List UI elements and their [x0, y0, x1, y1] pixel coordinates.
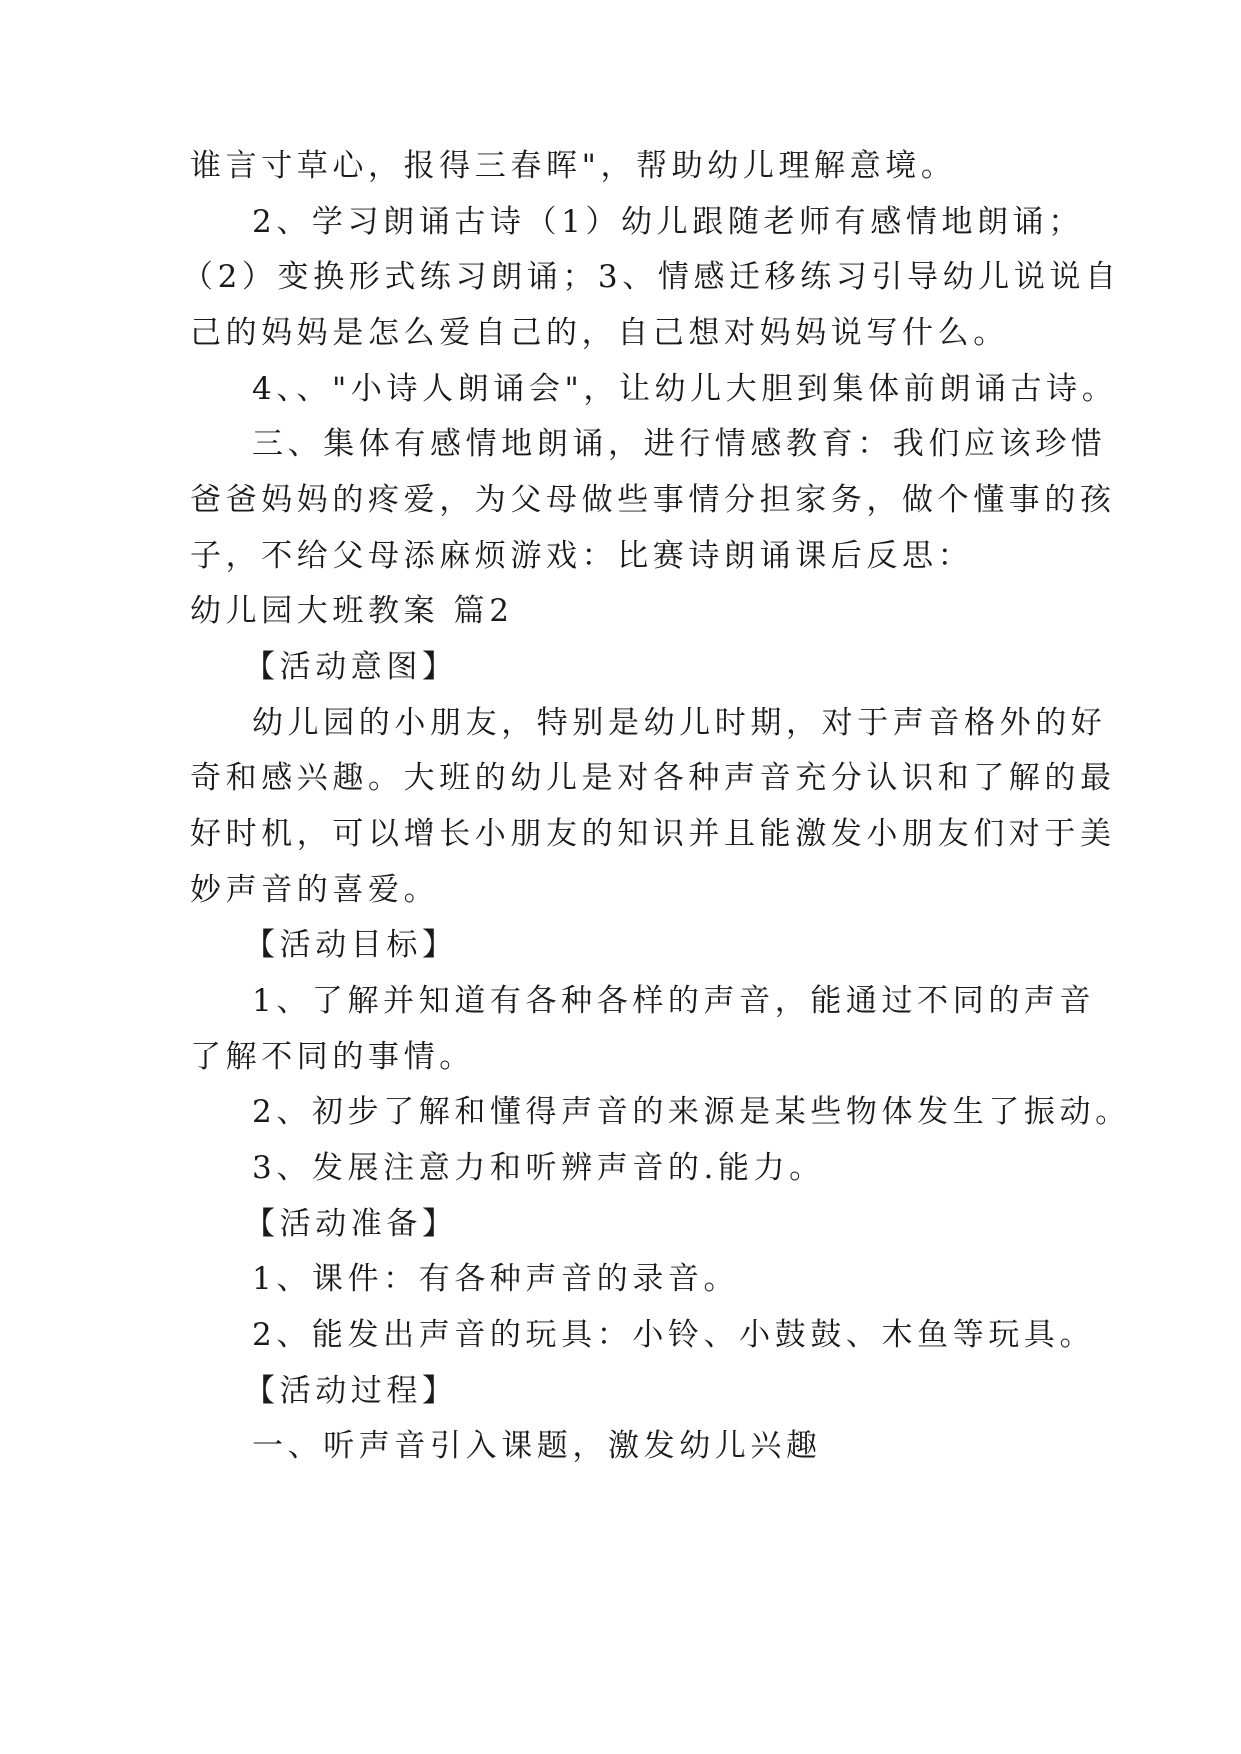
text-line: 子，不给父母添麻烦游戏：比赛诗朗诵课后反思：: [190, 538, 974, 574]
text-line: 一、听声音引入课题，激发幼儿兴趣: [252, 1428, 822, 1464]
text-line: 4、、"小诗人朗诵会"，让幼儿大胆到集体前朗诵古诗。: [252, 371, 1118, 407]
section-heading: 幼儿园大班教案 篇2: [190, 593, 514, 629]
subheading-activity-process: 【活动过程】: [244, 1373, 458, 1409]
text-line: 三、集体有感情地朗诵，进行情感教育：我们应该珍惜: [252, 426, 1107, 462]
text-line: 谁言寸草心，报得三春晖"，帮助幼儿理解意境。: [190, 148, 957, 184]
text-line: 妙声音的喜爱。: [190, 872, 440, 908]
text-line: 1、课件：有各种声音的录音。: [252, 1261, 740, 1297]
text-line: 了解不同的事情。: [190, 1039, 475, 1075]
text-line: 3、发展注意力和听辨声音的.能力。: [252, 1150, 825, 1186]
text-line: 好时机，可以增长小朋友的知识并且能激发小朋友们对于美: [190, 816, 1116, 852]
text-line: 2、能发出声音的玩具：小铃、小鼓鼓、木鱼等玩具。: [252, 1317, 1096, 1353]
text-line: 奇和感兴趣。大班的幼儿是对各种声音充分认识和了解的最: [190, 760, 1116, 796]
text-line: （2）变换形式练习朗诵；3、情感迁移练习引导幼儿说说自: [182, 259, 1121, 295]
text-line: 己的妈妈是怎么爱自己的，自己想对妈妈说写什么。: [190, 315, 1009, 351]
subheading-activity-prep: 【活动准备】: [244, 1206, 458, 1242]
text-line: 2、初步了解和懂得声音的来源是某些物体发生了振动。: [252, 1094, 1131, 1130]
subheading-activity-goals: 【活动目标】: [244, 927, 458, 963]
text-line: 爸爸妈妈的疼爱，为父母做些事情分担家务，做个懂事的孩: [190, 482, 1116, 518]
subheading-activity-intent: 【活动意图】: [244, 649, 458, 685]
text-line: 1、了解并知道有各种各样的声音，能通过不同的声音: [252, 983, 1096, 1019]
text-line: 幼儿园的小朋友，特别是幼儿时期，对于声音格外的好: [252, 705, 1107, 741]
text-line: 2、学习朗诵古诗（1）幼儿跟随老师有感情地朗诵；: [252, 204, 1084, 240]
